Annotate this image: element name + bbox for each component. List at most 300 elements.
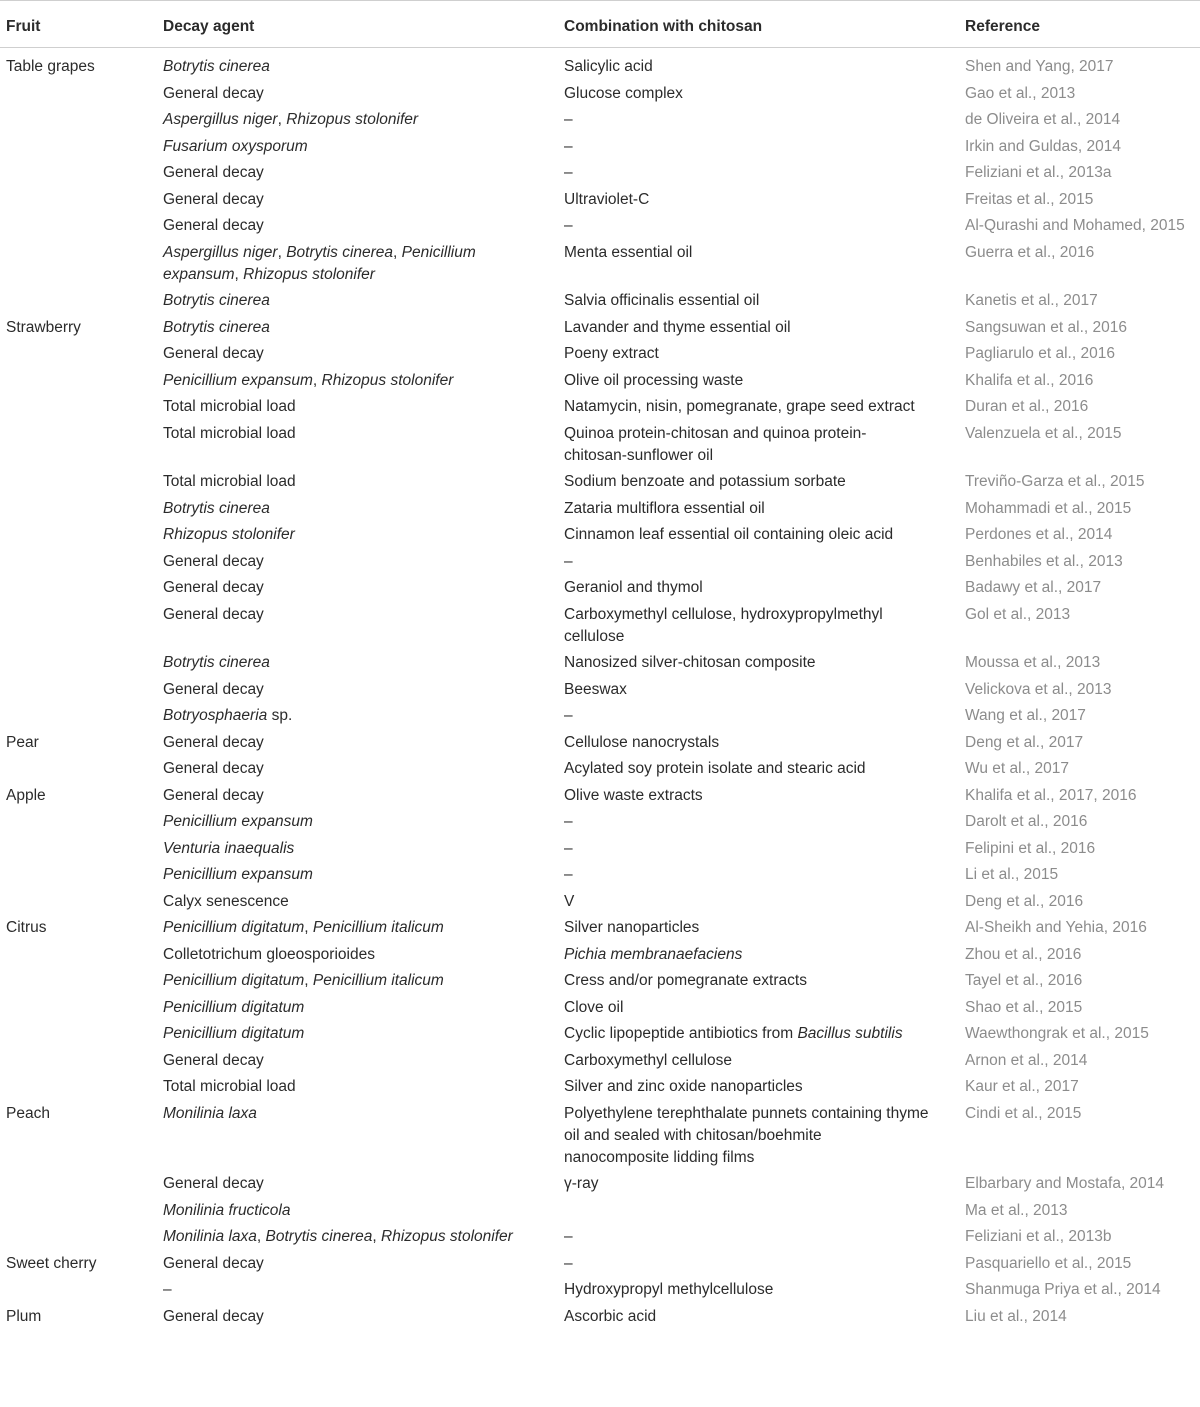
cell-combination [558,368,959,395]
table-row [0,240,1200,289]
cell-combination [558,809,959,836]
cell-decay-agent-text: Monilinia laxa [163,1104,257,1122]
cell-decay-agent [157,862,558,889]
cell-combination-text: – [564,839,573,857]
cell-combination [558,677,959,704]
cell-combination-text: – [564,866,573,883]
table-row [0,187,1200,214]
cell-decay-agent-text: General decay [163,84,264,102]
cell-fruit [0,160,157,187]
table-row [0,368,1200,395]
table-row [0,160,1200,187]
cell-fruit [0,187,157,214]
table-row [0,602,1200,651]
cell-decay-agent [157,942,558,969]
cell-decay-agent [157,995,558,1022]
cell-decay-agent-text: General decay [163,760,264,777]
table-row [0,1048,1200,1075]
table-row [0,1224,1200,1251]
header-reference: Reference [959,1,1200,48]
table-row [0,48,1200,81]
cell-fruit: Apple [6,786,46,804]
cell-combination-text: Ultraviolet-C [564,190,650,208]
cell-combination-text: Ascorbic acid [564,1307,657,1325]
cell-combination [558,469,959,496]
cell-fruit [0,107,157,134]
cell-fruit [0,522,157,549]
cell-decay-agent [157,1074,558,1101]
table-row [0,1277,1200,1304]
cell-decay-agent [157,522,558,549]
cell-decay-agent-text: General decay [163,345,264,362]
cell-decay-agent [157,1304,558,1331]
table-row [0,677,1200,704]
cell-decay-agent-text: Fusarium oxysporum [163,137,308,155]
cell-combination-text: Hydroxypropyl methylcellulose [564,1281,774,1298]
cell-combination [558,968,959,995]
cell-combination [558,187,959,214]
cell-combination-text: – [564,813,573,830]
cell-combination [558,1101,959,1172]
table-row [0,836,1200,863]
cell-decay-agent [157,650,558,677]
cell-decay-agent-text: Botrytis cinerea [163,499,270,517]
cell-reference: Gao et al., 2013 [965,84,1076,102]
cell-decay-agent [157,1048,558,1075]
cell-reference: Wu et al., 2017 [965,760,1069,777]
cell-fruit: Table grapes [6,58,95,75]
cell-decay-agent [157,677,558,704]
cell-decay-agent [157,81,558,108]
cell-combination [558,240,959,289]
cell-decay-agent-text: Rhizopus stolonifer [243,265,375,283]
cell-combination [558,602,959,651]
cell-combination [558,703,959,730]
cell-combination [558,341,959,368]
cell-decay-agent-text: sp. [267,707,293,724]
cell-fruit [0,421,157,470]
table-row [0,134,1200,161]
cell-fruit [0,995,157,1022]
cell-combination-text: Beeswax [564,680,627,698]
cell-decay-agent-text: Aspergillus niger [163,243,278,261]
cell-decay-agent-text: Penicillium expansum [163,243,476,283]
cell-combination [558,549,959,576]
table-row [0,107,1200,134]
cell-reference: Kaur et al., 2017 [965,1078,1079,1095]
cell-decay-agent [157,315,558,342]
cell-combination [558,288,959,315]
cell-reference: Pagliarulo et al., 2016 [965,345,1115,362]
cell-reference: Feliziani et al., 2013b [965,1228,1112,1245]
cell-fruit [0,836,157,863]
cell-decay-agent-text: Total microbial load [163,424,296,442]
cell-reference: Irkin and Guldas, 2014 [965,137,1121,155]
cell-reference: Liu et al., 2014 [965,1307,1067,1325]
cell-fruit [0,368,157,395]
cell-combination-text: Zataria multiflora essential oil [564,499,765,517]
cell-fruit: Citrus [6,919,47,936]
cell-decay-agent [157,1277,558,1304]
cell-decay-agent [157,575,558,602]
table-row [0,213,1200,240]
cell-combination [558,421,959,470]
cell-fruit [0,134,157,161]
cell-reference: Valenzuela et al., 2015 [965,424,1122,442]
cell-combination [558,1171,959,1198]
cell-reference: Elbarbary and Mostafa, 2014 [965,1175,1165,1192]
table-row [0,394,1200,421]
cell-decay-agent-text: Penicillium expansum [163,371,313,389]
cell-decay-agent-text: Monilinia fructicola [163,1201,291,1219]
cell-decay-agent-text: General decay [163,1175,264,1192]
cell-fruit [0,862,157,889]
table-row [0,1101,1200,1172]
table-row [0,968,1200,995]
table-row [0,889,1200,916]
table-body [0,48,1200,1331]
cell-combination-text: Salicylic acid [564,58,653,75]
cell-reference: Badawy et al., 2017 [965,579,1102,596]
cell-combination-text: – [564,707,573,724]
cell-combination-text: Sodium benzoate and potassium sorbate [564,473,846,490]
cell-combination-text: Glucose complex [564,84,683,102]
cell-decay-agent [157,341,558,368]
cell-decay-agent [157,421,558,470]
cell-decay-agent-text: Rhizopus stolonifer [163,526,295,543]
cell-combination-text: γ-ray [564,1175,599,1192]
cell-combination [558,394,959,421]
cell-combination-text: Poeny extract [564,345,659,362]
header-row [0,1,1200,48]
cell-decay-agent-text: General decay [163,605,264,623]
cell-combination-text: – [564,1254,573,1272]
table-row [0,942,1200,969]
cell-combination [558,915,959,942]
cell-reference: Khalifa et al., 2017, 2016 [965,786,1137,804]
cell-combination [558,81,959,108]
cell-reference: Mohammadi et al., 2015 [965,499,1132,517]
table-row [0,783,1200,810]
cell-fruit [0,549,157,576]
cell-decay-agent [157,240,558,289]
cell-combination [558,213,959,240]
cell-decay-agent-text: Penicillium italicum [312,972,444,989]
cell-decay-agent [157,1101,558,1172]
cell-combination [558,862,959,889]
cell-decay-agent-text: Penicillium digitatum [163,1025,305,1042]
cell-decay-agent [157,48,558,81]
cell-reference: Feliziani et al., 2013a [965,164,1112,181]
cell-fruit [0,889,157,916]
cell-combination-text: Lavander and thyme essential oil [564,318,791,336]
cell-reference: Sangsuwan et al., 2016 [965,318,1128,336]
cell-reference: Tayel et al., 2016 [965,972,1083,989]
cell-combination [558,522,959,549]
cell-decay-agent [157,1251,558,1278]
cell-combination-text: Carboxymethyl cellulose [564,1051,732,1069]
table-row [0,522,1200,549]
cell-decay-agent-text: Monilinia laxa [163,1228,257,1245]
table-row [0,1021,1200,1048]
cell-reference: Treviño-Garza et al., 2015 [965,473,1145,490]
cell-combination-text: – [564,164,573,181]
cell-combination-text: Bacillus subtilis [797,1025,903,1042]
cell-decay-agent [157,809,558,836]
cell-combination-text: – [564,552,573,570]
table-row [0,995,1200,1022]
table-row [0,341,1200,368]
cell-combination-text: Cellulose nanocrystals [564,733,720,751]
cell-reference: Zhou et al., 2016 [965,945,1082,963]
table-row [0,469,1200,496]
cell-decay-agent-text: Botrytis cinerea [265,1228,373,1245]
cell-combination-text: Pichia membranaefaciens [564,945,743,963]
table-row [0,756,1200,783]
cell-combination-text: Carboxymethyl cellulose, hydroxypropylmethyl cellulose [564,605,883,645]
table-row [0,421,1200,470]
cell-decay-agent [157,1224,558,1251]
cell-reference: Al-Sheikh and Yehia, 2016 [965,919,1147,936]
cell-decay-agent-text: , [393,243,402,261]
cell-decay-agent [157,889,558,916]
cell-fruit [0,469,157,496]
cell-combination-text: V [564,892,575,910]
cell-decay-agent-text: Penicillium expansum [163,813,313,830]
cell-combination [558,575,959,602]
cell-decay-agent [157,756,558,783]
cell-reference: Cindi et al., 2015 [965,1104,1082,1122]
cell-combination [558,1074,959,1101]
cell-combination-text: Acylated soy protein isolate and stearic acid [564,760,866,777]
cell-decay-agent-text: General decay [163,680,264,698]
table-row [0,315,1200,342]
table-row [0,1171,1200,1198]
cell-reference: Velickova et al., 2013 [965,680,1112,698]
cell-combination-text: Cyclic lipopeptide antibiotics from [564,1025,798,1042]
cell-decay-agent [157,703,558,730]
cell-fruit [0,809,157,836]
cell-fruit [0,1198,157,1225]
cell-fruit [0,394,157,421]
table-row [0,288,1200,315]
cell-decay-agent [157,368,558,395]
cell-fruit [0,288,157,315]
cell-combination [558,650,959,677]
cell-fruit: Plum [6,1307,42,1325]
cell-combination-text: Quinoa protein-chitosan and quinoa protein-chitosan-sunflower oil [564,424,867,464]
cell-decay-agent-text: General decay [163,217,264,234]
table-row [0,703,1200,730]
cell-decay-agent [157,915,558,942]
table-row [0,496,1200,523]
cell-reference: Pasquariello et al., 2015 [965,1254,1132,1272]
cell-decay-agent-text: Penicillium digitatum [163,919,305,936]
cell-reference: Darolt et al., 2016 [965,813,1088,830]
cell-reference: Freitas et al., 2015 [965,190,1094,208]
table-row [0,1304,1200,1331]
cell-combination [558,942,959,969]
cell-decay-agent [157,836,558,863]
cell-decay-agent-text: General decay [163,1051,264,1069]
cell-combination [558,496,959,523]
cell-combination [558,1198,959,1225]
cell-decay-agent-text: Botrytis cinerea [163,654,270,671]
cell-fruit [0,703,157,730]
cell-reference: Shao et al., 2015 [965,998,1083,1016]
cell-reference: Li et al., 2015 [965,866,1059,883]
cell-fruit [0,1277,157,1304]
cell-decay-agent-text: Penicillium digitatum [163,972,305,989]
cell-fruit [0,496,157,523]
cell-combination [558,1251,959,1278]
header-combination: Combination with chitosan [558,1,959,48]
cell-decay-agent [157,1021,558,1048]
cell-combination [558,756,959,783]
cell-fruit: Pear [6,733,39,751]
cell-combination-text: Natamycin, nisin, pomegranate, grape seed extract [564,398,915,415]
cell-decay-agent [157,187,558,214]
cell-combination-text: – [564,137,573,155]
cell-combination-text: – [564,217,573,234]
cell-reference: Kanetis et al., 2017 [965,292,1098,309]
cell-combination [558,107,959,134]
cell-combination-text: Menta essential oil [564,243,693,261]
cell-decay-agent-text: General decay [163,1307,264,1325]
cell-combination [558,783,959,810]
cell-combination [558,836,959,863]
cell-decay-agent-text: Botryosphaeria [163,707,268,724]
cell-fruit [0,942,157,969]
cell-fruit [0,341,157,368]
header-fruit: Fruit [0,1,157,48]
cell-combination-text: Cress and/or pomegranate extracts [564,972,807,989]
cell-decay-agent-text: , [256,1228,266,1245]
cell-decay-agent-text: , [304,919,313,936]
header-decay-agent: Decay agent [157,1,558,48]
table-row [0,650,1200,677]
cell-combination-text: Clove oil [564,998,624,1016]
cell-reference: Perdones et al., 2014 [965,526,1113,543]
table-row [0,730,1200,757]
cell-decay-agent-text: Total microbial load [163,398,296,415]
cell-decay-agent-text: General decay [163,190,264,208]
table-row [0,81,1200,108]
cell-reference: Gol et al., 2013 [965,605,1071,623]
cell-decay-agent-text: , [372,1228,381,1245]
cell-combination [558,134,959,161]
cell-decay-agent-text: , [304,972,313,989]
cell-combination [558,315,959,342]
cell-fruit [0,968,157,995]
cell-combination [558,1304,959,1331]
cell-decay-agent-text: General decay [163,579,264,596]
cell-combination [558,730,959,757]
table-row [0,549,1200,576]
cell-reference: Waewthongrak et al., 2015 [965,1025,1149,1042]
cell-fruit [0,1048,157,1075]
cell-reference: Guerra et al., 2016 [965,243,1095,261]
cell-combination-text: Silver and zinc oxide nanoparticles [564,1078,803,1095]
table-header [0,1,1200,48]
cell-reference: Deng et al., 2017 [965,733,1084,751]
cell-reference: Wang et al., 2017 [965,707,1086,724]
cell-fruit [0,1171,157,1198]
table-row [0,915,1200,942]
cell-decay-agent-text: Rhizopus stolonifer [321,371,454,389]
cell-fruit [0,677,157,704]
cell-fruit [0,1074,157,1101]
cell-reference: Benhabiles et al., 2013 [965,552,1123,570]
cell-decay-agent-text: Calyx senescence [163,892,289,910]
cell-reference: Duran et al., 2016 [965,398,1089,415]
cell-combination [558,160,959,187]
table-row [0,862,1200,889]
cell-combination-text: Salvia officinalis essential oil [564,292,760,309]
cell-combination-text: Nanosized silver-chitosan composite [564,654,816,671]
cell-reference: Arnon et al., 2014 [965,1051,1088,1069]
cell-combination [558,1021,959,1048]
cell-combination-text: Olive oil processing waste [564,371,744,389]
cell-fruit [0,1224,157,1251]
cell-decay-agent-text: , [234,265,244,283]
cell-reference: Al-Qurashi and Mohamed, 2015 [965,217,1185,234]
cell-decay-agent [157,783,558,810]
cell-fruit [0,650,157,677]
cell-reference: Shanmuga Priya et al., 2014 [965,1281,1161,1298]
cell-decay-agent-text: Botrytis cinerea [163,292,270,309]
cell-reference: Deng et al., 2016 [965,892,1084,910]
cell-fruit [0,602,157,651]
cell-decay-agent-text: Rhizopus stolonifer [381,1228,513,1245]
cell-decay-agent-text: General decay [163,733,264,751]
cell-combination [558,995,959,1022]
cell-decay-agent-text: Botrytis cinerea [286,243,394,261]
cell-decay-agent-text: , [277,111,287,128]
cell-combination-text: Silver nanoparticles [564,919,700,936]
cell-decay-agent [157,549,558,576]
cell-combination [558,1277,959,1304]
cell-decay-agent-text: Penicillium italicum [312,919,444,936]
cell-combination-text: – [564,1228,573,1245]
cell-fruit [0,81,157,108]
cell-decay-agent [157,394,558,421]
cell-decay-agent-text: , [312,371,322,389]
cell-combination-text: Geraniol and thymol [564,579,703,596]
cell-decay-agent [157,107,558,134]
cell-fruit [0,213,157,240]
cell-fruit [0,1021,157,1048]
cell-combination-text: Cinnamon leaf essential oil containing oleic acid [564,526,894,543]
cell-decay-agent-text: Venturia inaequalis [163,839,295,857]
cell-decay-agent [157,1198,558,1225]
cell-reference: Felipini et al., 2016 [965,839,1096,857]
cell-decay-agent [157,730,558,757]
cell-decay-agent [157,469,558,496]
table-row [0,1074,1200,1101]
cell-fruit: Peach [6,1104,50,1122]
cell-reference: Ma et al., 2013 [965,1201,1068,1219]
cell-decay-agent-text: Penicillium expansum [163,866,313,883]
cell-decay-agent [157,602,558,651]
cell-decay-agent-text: General decay [163,786,264,804]
table-row [0,809,1200,836]
cell-decay-agent [157,134,558,161]
cell-decay-agent [157,288,558,315]
cell-reference: Shen and Yang, 2017 [965,58,1114,75]
cell-decay-agent-text: Botrytis cinerea [163,318,270,336]
cell-decay-agent-text: Total microbial load [163,473,296,490]
